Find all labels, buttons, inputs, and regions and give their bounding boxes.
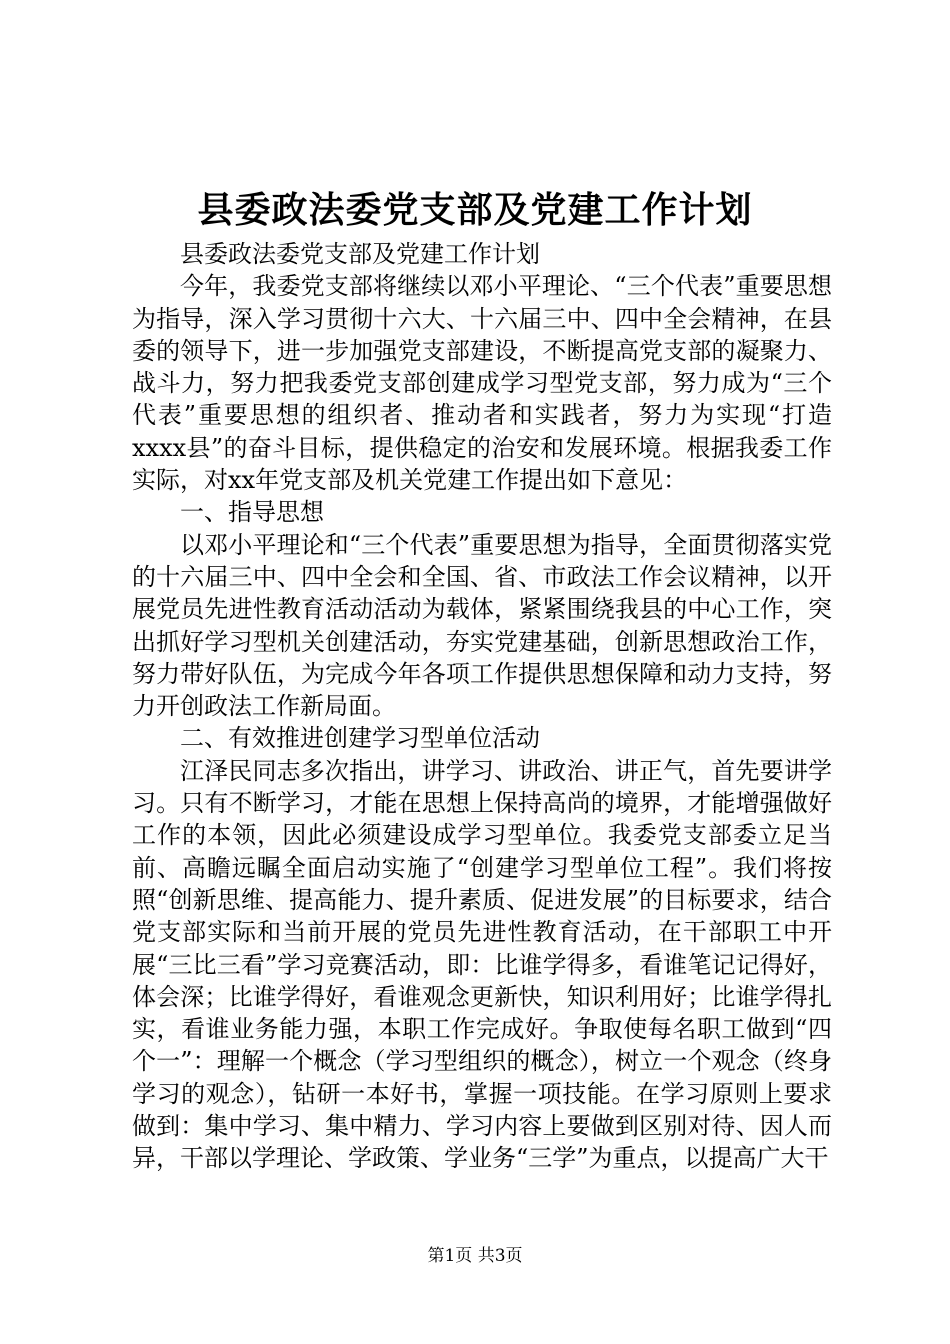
document-body	[132, 238, 832, 1175]
paragraph: 县委政法委党支部及党建工作计划	[180, 240, 540, 268]
section-heading: 二、有效推进创建学习型单位活动	[180, 724, 540, 753]
paragraph: 江泽民同志多次指出，讲学习、讲政治、讲正气，首先要讲学习。只有不断学习，才能在思想上保持高尚的境界，才能增强做好工作的本领，因此必须建设成学习型单位。我委党支部委立足当前、高瞻远瞩全面启动实施了“创建学习型单位工程”。我们将按照“创新思维、提高能力、提升素质、促进发展”的目标要求，结合党支部实际和当前开展的党员先进性教育活动，在干部职工中开展“三比三看”学习竞赛活动，即：比谁学得多，看谁笔记记得好，体会深；比谁学得好，看谁观念更新快，知识利用好；比谁学得扎实，看谁业务能力强，本职工作完成好。争取使每名职工做到“四个一”：理解一个概念（学习型组织的概念），树立一个观念（终身学习的观念），钻研一本好书，掌握一项技能。在学习原则上要求做到：集中学习、集中精力、学习内容上要做到区别对待、因人而异，干部以学理论、学政策、学业务“三学”为重点，以提高广大干	[132, 756, 832, 1173]
page-number-footer: 第1页 共3页	[427, 1246, 523, 1266]
paragraph: 今年，我委党支部将继续以邓小平理论、“三个代表”重要思想为指导，深入学习贯彻十六大、十六届三中、四中全会精神，在县委的领导下，进一步加强党支部建设，不断提高党支部的凝聚力、战斗力，努力把我委党支部创建成学习型党支部，努力成为“三个代表”重要思想的组织者、推动者和实践者，努力为实现“打造xxxx县”的奋斗目标，提供稳定的治安和发展环境。根据我委工作实际，对xx年党支部及机关党建工作提出如下意见：	[132, 272, 832, 495]
document-title: 县委政法委党支部及党建工作计划	[197, 189, 753, 231]
section-heading: 一、指导思想	[180, 498, 324, 527]
paragraph: 以邓小平理论和“三个代表”重要思想为指导，全面贯彻落实党的十六届三中、四中全会和全国、省、市政法工作会议精神，以开展党员先进性教育活动活动为载体，紧紧围绕我县的中心工作，突出抓好学习型机关创建活动，夯实党建基础，创新思想政治工作，努力带好队伍，为完成今年各项工作提供思想保障和动力支持，努力开创政法工作新局面。	[132, 530, 832, 721]
